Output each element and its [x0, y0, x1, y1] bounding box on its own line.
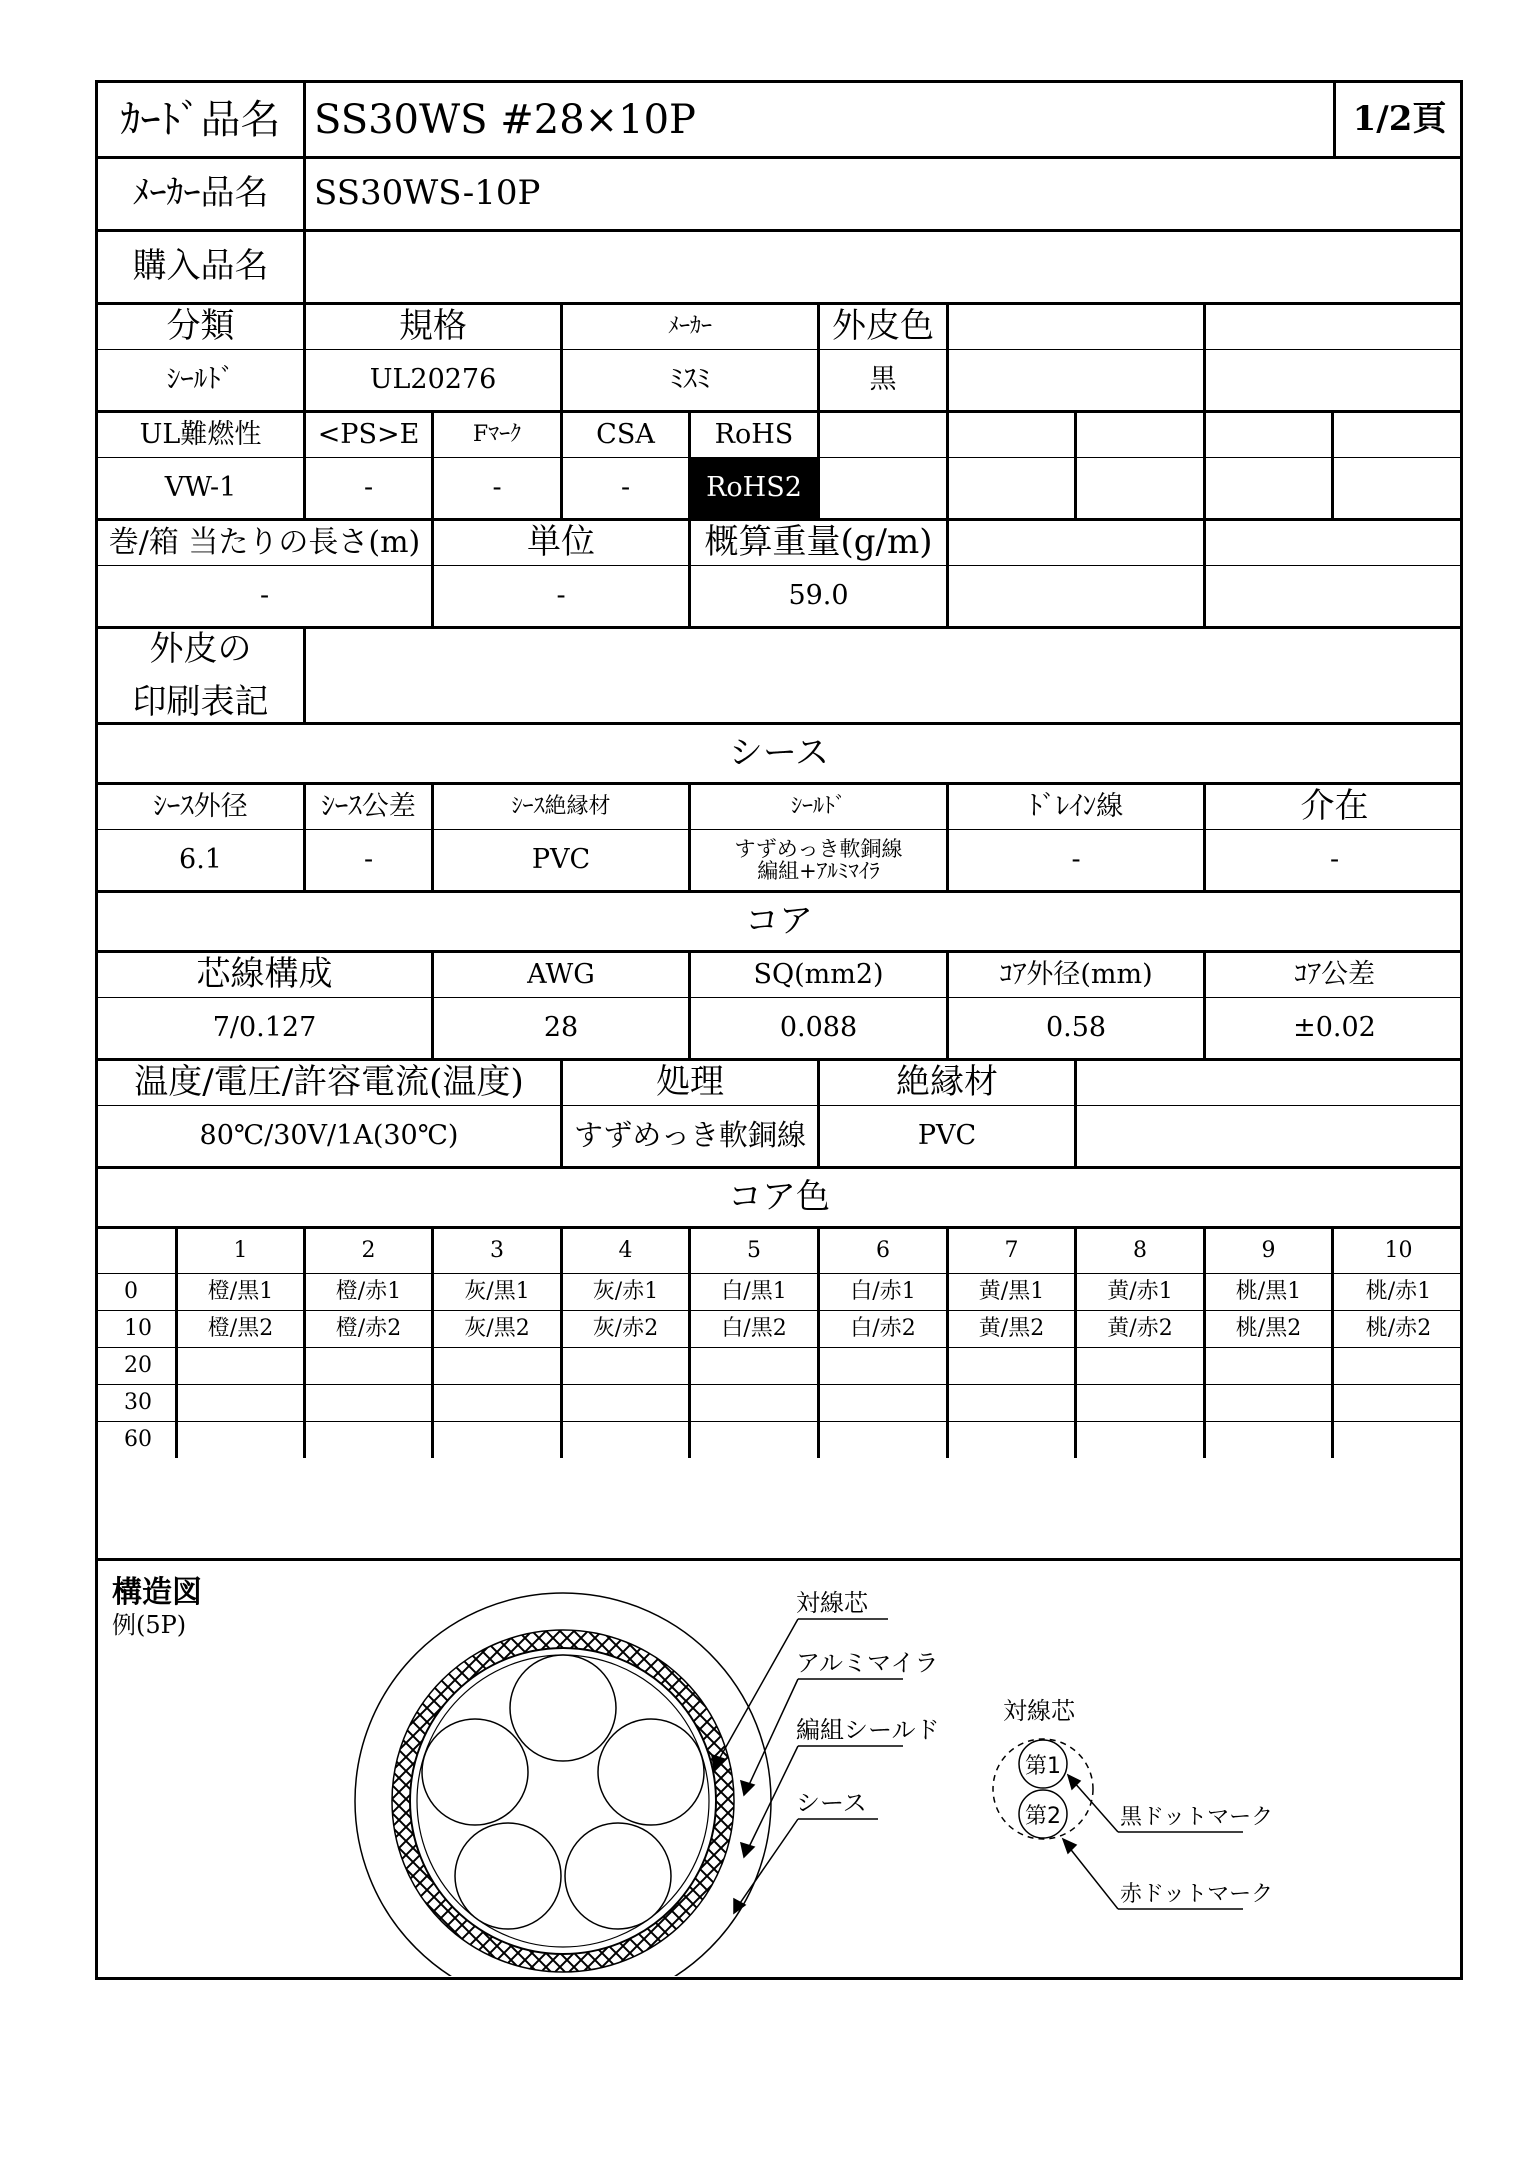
red-dot-mark-label: 赤ドットマーク [1120, 1882, 1274, 1907]
color-cell [560, 1422, 688, 1458]
row-label-corner [98, 1229, 175, 1273]
color-cell [560, 1385, 688, 1421]
color-cell [688, 1422, 817, 1458]
empty-cell [1331, 413, 1463, 457]
core-color-header-row [98, 1226, 1460, 1273]
core-title-row [98, 890, 1460, 950]
core-od-header: ｺｱ外径(mm) [946, 953, 1203, 997]
color-cell: 灰/赤1 [560, 1274, 688, 1310]
color-col-header: 7 [946, 1229, 1074, 1273]
standard-value: UL20276 [303, 350, 560, 410]
color-row-label: 20 [124, 1353, 152, 1379]
color-cell: 黄/黒1 [946, 1274, 1074, 1310]
empty-cell [1203, 566, 1463, 626]
core-title: コア [745, 900, 813, 941]
spec-sheet [95, 80, 1463, 1980]
maker-part-row [98, 156, 1460, 229]
color-col-header: 1 [175, 1229, 303, 1273]
purchase-value [303, 232, 1463, 302]
temp-value-row [98, 1105, 1460, 1166]
filler-header: 介在 [1203, 785, 1463, 829]
color-cell: 桃/黒1 [1203, 1274, 1331, 1310]
standard-header: 規格 [303, 305, 560, 349]
color-cell [817, 1385, 946, 1421]
color-cell [1331, 1348, 1463, 1384]
color-row-label: 60 [124, 1427, 152, 1453]
core-circle [455, 1823, 561, 1929]
label-braid-shield: 編組シールド [796, 1716, 940, 1744]
color-table-row [98, 1273, 1460, 1310]
printing-label [98, 629, 303, 722]
csa-header: CSA [560, 413, 688, 457]
core-circle [510, 1655, 616, 1761]
color-cell [175, 1422, 303, 1458]
sheath-header-row [98, 782, 1460, 829]
color-cell: 黄/黒2 [946, 1311, 1074, 1347]
shield-header: ｼｰﾙﾄﾞ [688, 785, 946, 829]
empty-cell [946, 413, 1074, 457]
classification-value: ｼｰﾙﾄﾞ [166, 364, 235, 396]
color-table-row [98, 1347, 1460, 1384]
color-cell: 白/黒2 [688, 1311, 817, 1347]
black-dot-mark-label: 黒ドットマーク [1120, 1805, 1274, 1830]
color-cell: 橙/赤1 [303, 1274, 431, 1310]
flammability-header-row [98, 410, 1460, 457]
color-cell [303, 1348, 431, 1384]
color-table-row [98, 1310, 1460, 1347]
color-cell: 橙/黒1 [175, 1274, 303, 1310]
color-col-header: 5 [688, 1229, 817, 1273]
printing-label-line2: 印刷表記 [132, 681, 269, 722]
flammability-value-row [98, 457, 1460, 518]
color-cell [817, 1348, 946, 1384]
empty-cell [1074, 1106, 1463, 1166]
conductor-header: 芯線構成 [196, 954, 333, 995]
f-mark-value: - [431, 458, 560, 518]
color-col-header: 4 [560, 1229, 688, 1273]
color-cell: 桃/赤1 [1331, 1274, 1463, 1310]
ul-flammability-header: UL難燃性 [139, 419, 262, 451]
structure-section [98, 1558, 1460, 1977]
color-cell: 白/赤1 [817, 1274, 946, 1310]
insulation-value: PVC [817, 1106, 1074, 1166]
color-cell [431, 1385, 560, 1421]
unit-header: 単位 [431, 521, 688, 565]
color-cell [431, 1348, 560, 1384]
printing-label-line1: 外皮の [149, 628, 252, 669]
color-col-header: 8 [1074, 1229, 1203, 1273]
temp-rating-value: 80℃/30V/1A(30℃) [199, 1120, 459, 1152]
color-cell [1331, 1422, 1463, 1458]
conductor-value: 7/0.127 [212, 1012, 317, 1044]
sheath-od-value: 6.1 [179, 844, 222, 876]
color-col-header: 3 [431, 1229, 560, 1273]
csa-value: - [560, 458, 688, 518]
length-per-reel-value: - [259, 580, 270, 612]
first-core-label: 第1 [1025, 1754, 1061, 1779]
color-cell [560, 1348, 688, 1384]
empty-cell [1203, 350, 1463, 410]
color-cell [175, 1348, 303, 1384]
drain-wire-header: ﾄﾞﾚｲﾝ線 [946, 785, 1203, 829]
length-header-row [98, 518, 1460, 565]
empty-cell [946, 566, 1203, 626]
card-name-row [98, 83, 1460, 156]
empty-cell [1203, 521, 1463, 565]
color-cell [817, 1422, 946, 1458]
empty-cell [1203, 458, 1331, 518]
core-color-title: コア色 [728, 1176, 830, 1217]
color-row-label: 30 [124, 1390, 152, 1416]
length-value-row [98, 565, 1460, 626]
f-mark-header: Fﾏｰｸ [431, 413, 560, 457]
empty-cell [1074, 1061, 1463, 1105]
unit-value: - [431, 566, 688, 626]
color-cell [1203, 1422, 1331, 1458]
drain-wire-value: - [946, 830, 1203, 890]
weight-value: 59.0 [688, 566, 946, 626]
length-per-reel-header: 巻/箱 当たりの長さ(m) [108, 524, 421, 560]
color-col-header: 9 [1203, 1229, 1331, 1273]
sheath-title: シース [728, 732, 830, 773]
color-cell: 黄/赤2 [1074, 1311, 1203, 1347]
sheath-tolerance-value: - [303, 830, 431, 890]
treatment-value: すずめっき軟銅線 [560, 1106, 817, 1166]
core-circle [565, 1823, 671, 1929]
printing-row [98, 626, 1460, 722]
purchase-row [98, 229, 1460, 302]
color-cell [688, 1385, 817, 1421]
weight-header: 概算重量(g/m) [688, 521, 946, 565]
label-aluminum-mylar: アルミマイラ [796, 1649, 939, 1677]
sheath-od-header: ｼｰｽ外径 [153, 791, 248, 823]
core-value-row [98, 997, 1460, 1058]
color-cell [1203, 1385, 1331, 1421]
color-col-header: 2 [303, 1229, 431, 1273]
color-cell: 桃/黒2 [1203, 1311, 1331, 1347]
color-cell [1203, 1348, 1331, 1384]
color-cell [303, 1385, 431, 1421]
color-cell [1331, 1385, 1463, 1421]
temp-rating-header: 温度/電圧/許容電流(温度) [134, 1062, 524, 1103]
color-cell: 橙/赤2 [303, 1311, 431, 1347]
sheath-tolerance-header: ｼｰｽ公差 [303, 785, 431, 829]
temp-header-row [98, 1058, 1460, 1105]
printing-value [303, 629, 1463, 722]
insulation-header: 絶縁材 [817, 1061, 1074, 1105]
structure-title: 構造図 [112, 1575, 202, 1610]
shield-value-line2: 編組+ｱﾙﾐﾏｲﾗ [757, 859, 880, 883]
empty-cell [946, 458, 1074, 518]
color-cell: 白/赤2 [817, 1311, 946, 1347]
color-cell: 灰/赤2 [560, 1311, 688, 1347]
empty-cell [946, 521, 1203, 565]
color-cell [946, 1348, 1074, 1384]
color-cell [303, 1422, 431, 1458]
color-cell: 白/黒1 [688, 1274, 817, 1310]
classification-header-row [98, 302, 1460, 349]
color-table-row [98, 1421, 1460, 1458]
empty-cell [1203, 413, 1331, 457]
core-tolerance-value: ±0.02 [1203, 998, 1463, 1058]
core-circle [422, 1719, 528, 1825]
structure-example: 例(5P) [112, 1611, 187, 1639]
color-cell: 灰/黒2 [431, 1311, 560, 1347]
core-tolerance-header: ｺｱ公差 [1203, 953, 1463, 997]
maker-value: ﾐｽﾐ [560, 350, 817, 410]
classification-value-row [98, 349, 1460, 410]
color-cell [1074, 1385, 1203, 1421]
filler-value: - [1203, 830, 1463, 890]
sq-header: SQ(mm2) [688, 953, 946, 997]
rohs-header: RoHS [688, 413, 817, 457]
color-cell [688, 1348, 817, 1384]
ps-e-value: - [303, 458, 431, 518]
color-cell: 黄/赤1 [1074, 1274, 1203, 1310]
color-row-label: 10 [124, 1316, 152, 1342]
color-table-row [98, 1384, 1460, 1421]
sheath-insulation-header: ｼｰｽ絶縁材 [431, 785, 688, 829]
color-row-label: 0 [124, 1279, 138, 1305]
treatment-header: 処理 [560, 1061, 817, 1105]
core-color-title-row [98, 1166, 1460, 1226]
empty-cell [1331, 458, 1463, 518]
color-cell: 橙/黒2 [175, 1311, 303, 1347]
core-header-row [98, 950, 1460, 997]
maker-part-label: ﾒｰｶｰ品名 [132, 173, 269, 214]
empty-cell [1203, 305, 1463, 349]
cable-cross-section-diagram [98, 1561, 1458, 1976]
color-cell: 灰/黒1 [431, 1274, 560, 1310]
sheath-insulation-value: PVC [431, 830, 688, 890]
color-cell [431, 1422, 560, 1458]
purchase-label: 購入品名 [132, 246, 269, 287]
color-col-header: 6 [817, 1229, 946, 1273]
empty-cell [946, 350, 1203, 410]
card-name-label: ｶｰﾄﾞ品名 [120, 96, 281, 143]
jacket-color-value: 黒 [817, 350, 946, 410]
color-cell [175, 1385, 303, 1421]
ps-e-header: <PS>E [303, 413, 431, 457]
empty-cell [817, 413, 946, 457]
awg-header: AWG [431, 953, 688, 997]
label-pair-core: 対線芯 [796, 1589, 868, 1617]
classification-header: 分類 [166, 306, 235, 347]
sheath-title-row [98, 722, 1460, 782]
empty-cell [1074, 413, 1203, 457]
rohs-value: RoHS2 [688, 458, 817, 518]
color-cell [1074, 1422, 1203, 1458]
shield-value [688, 830, 946, 890]
awg-value: 28 [431, 998, 688, 1058]
empty-cell [1074, 458, 1203, 518]
card-name-value: SS30WS #28×10P [303, 83, 1428, 156]
core-circle [598, 1719, 704, 1825]
color-col-header: 10 [1331, 1229, 1463, 1273]
ul-flammability-value: VW-1 [164, 472, 237, 504]
second-core-label: 第2 [1025, 1804, 1061, 1829]
sheath-value-row [98, 829, 1460, 890]
jacket-color-header: 外皮色 [817, 305, 946, 349]
color-cell [1074, 1348, 1203, 1384]
empty-cell [817, 458, 946, 518]
empty-cell [946, 305, 1203, 349]
label-sheath: シース [796, 1789, 867, 1817]
maker-header: ﾒｰｶｰ [560, 305, 817, 349]
page-number: 1/2頁 [1333, 83, 1463, 156]
color-cell: 桃/赤2 [1331, 1311, 1463, 1347]
color-cell [946, 1385, 1074, 1421]
shield-value-line1: すずめっき軟銅線 [734, 836, 903, 861]
maker-part-value: SS30WS-10P [303, 159, 1463, 229]
sq-value: 0.088 [688, 998, 946, 1058]
pair-title: 対線芯 [1003, 1697, 1075, 1725]
color-cell [946, 1422, 1074, 1458]
core-od-value: 0.58 [946, 998, 1203, 1058]
